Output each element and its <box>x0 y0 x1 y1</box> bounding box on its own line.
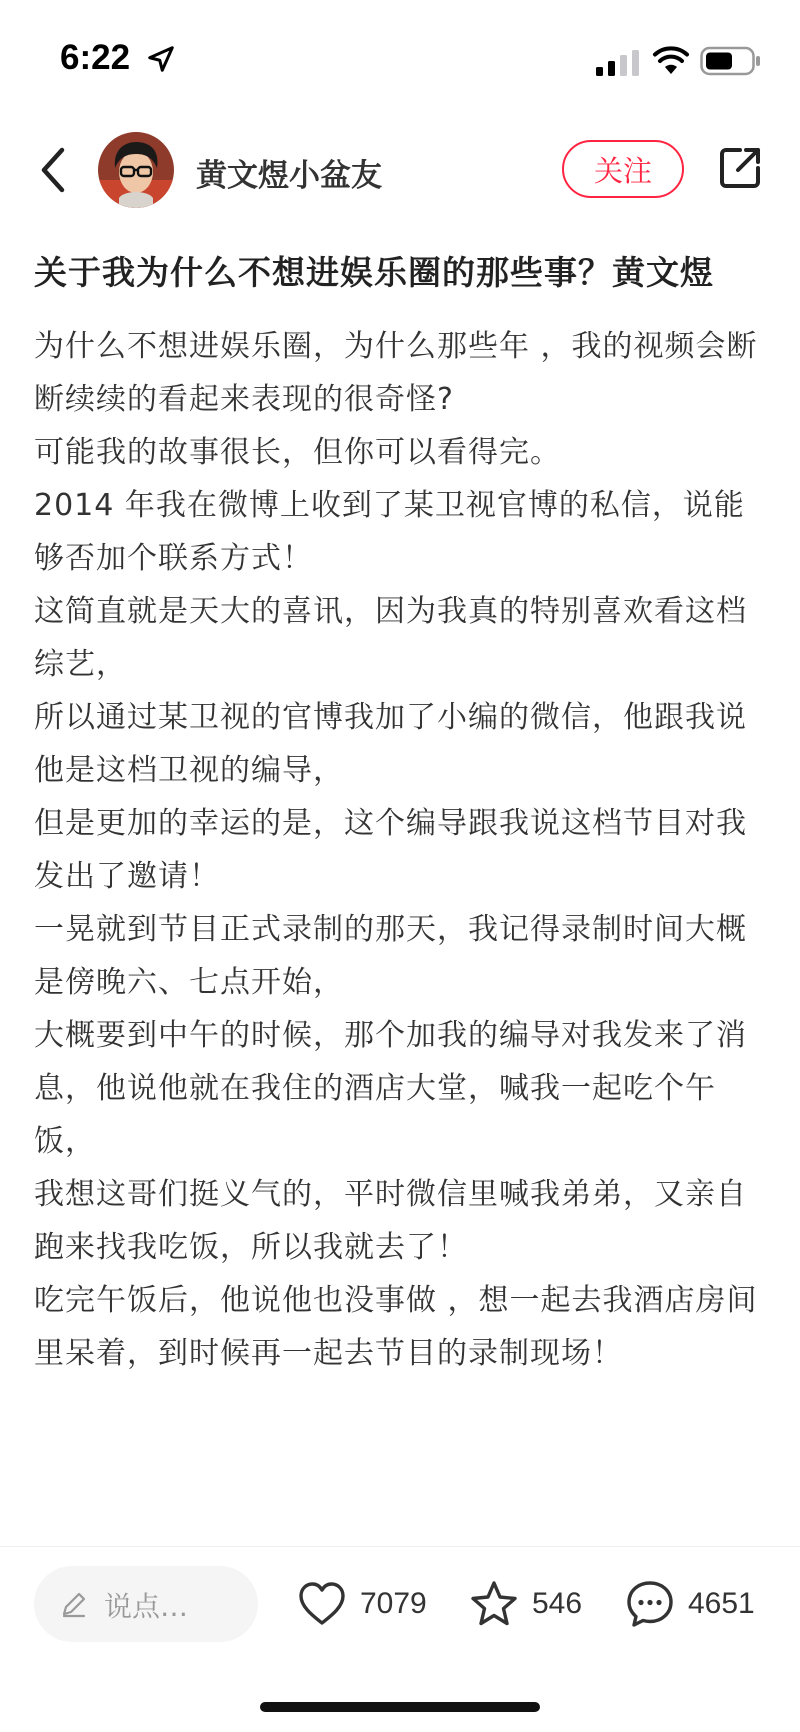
signal-icon <box>596 50 640 76</box>
like-count: 7079 <box>360 1587 427 1620</box>
collect-count: 546 <box>532 1587 583 1620</box>
back-arrow-icon[interactable] <box>34 144 74 196</box>
post-paragraph: 所以通过某卫视的官博我加了小编的微信，他跟我说他是这档卫视的编导， <box>34 700 747 788</box>
post-title: 关于我为什么不想进娱乐圈的那些事？黄文煜 <box>34 253 714 292</box>
wifi-icon <box>652 46 690 76</box>
location-arrow-icon <box>146 44 176 74</box>
collect-button[interactable] <box>468 1576 582 1632</box>
post-paragraph: 这简直就是天大的喜讯，因为我真的特别喜欢看这档综艺， <box>34 594 747 682</box>
heart-icon <box>296 1578 348 1630</box>
bottom-divider <box>0 1546 800 1547</box>
author-name[interactable]: 黄文煜小盆友 <box>196 158 382 194</box>
comment-placeholder: 说点… <box>104 1590 189 1623</box>
post-paragraph: 2014 年我在微博上收到了某卫视官博的私信，说能够否加个联系方式！ <box>34 488 745 576</box>
post-paragraph: 一晃就到节目正式录制的那天，我记得录制时间大概是傍晚六、七点开始， <box>34 912 747 1000</box>
status-time: 6:22 <box>60 38 131 77</box>
post-paragraph: 可能我的故事很长，但你可以看得完。 <box>34 435 561 470</box>
comment-bubble-icon <box>624 1578 676 1630</box>
post-paragraph: 我想这哥们挺义气的，平时微信里喊我弟弟，又亲自跑来找我吃饭，所以我就去了！ <box>34 1177 747 1265</box>
post-header <box>0 120 800 220</box>
post-body <box>34 320 766 1380</box>
post-paragraph: 吃完午饭后，他说他也没事做 ，想一起去我酒店房间里呆着，到时候再一起去节目的录制现场！ <box>34 1283 758 1371</box>
comment-input[interactable] <box>34 1566 258 1642</box>
avatar[interactable] <box>98 132 174 208</box>
like-button[interactable] <box>296 1576 427 1632</box>
comment-button[interactable] <box>624 1576 755 1632</box>
share-icon[interactable] <box>716 144 764 192</box>
post-paragraph: 大概要到中午的时候，那个加我的编导对我发来了消息，他说他就在我住的酒店大堂，喊我一起吃个午饭， <box>34 1018 747 1159</box>
avatar-image <box>98 132 174 208</box>
status-bar <box>0 0 800 120</box>
follow-button[interactable]: 关注 <box>562 140 684 198</box>
pencil-icon <box>60 1590 88 1618</box>
star-icon <box>468 1578 520 1630</box>
post-content <box>34 244 766 1380</box>
post-paragraph: 但是更加的幸运的是，这个编导跟我说这档节目对我发出了邀请！ <box>34 806 747 894</box>
battery-icon <box>700 46 762 76</box>
post-paragraph: 为什么不想进娱乐圈，为什么那些年 ，我的视频会断断续续的看起来表现的很奇怪? <box>34 329 758 417</box>
home-indicator <box>260 1702 540 1712</box>
comment-count: 4651 <box>688 1587 755 1620</box>
